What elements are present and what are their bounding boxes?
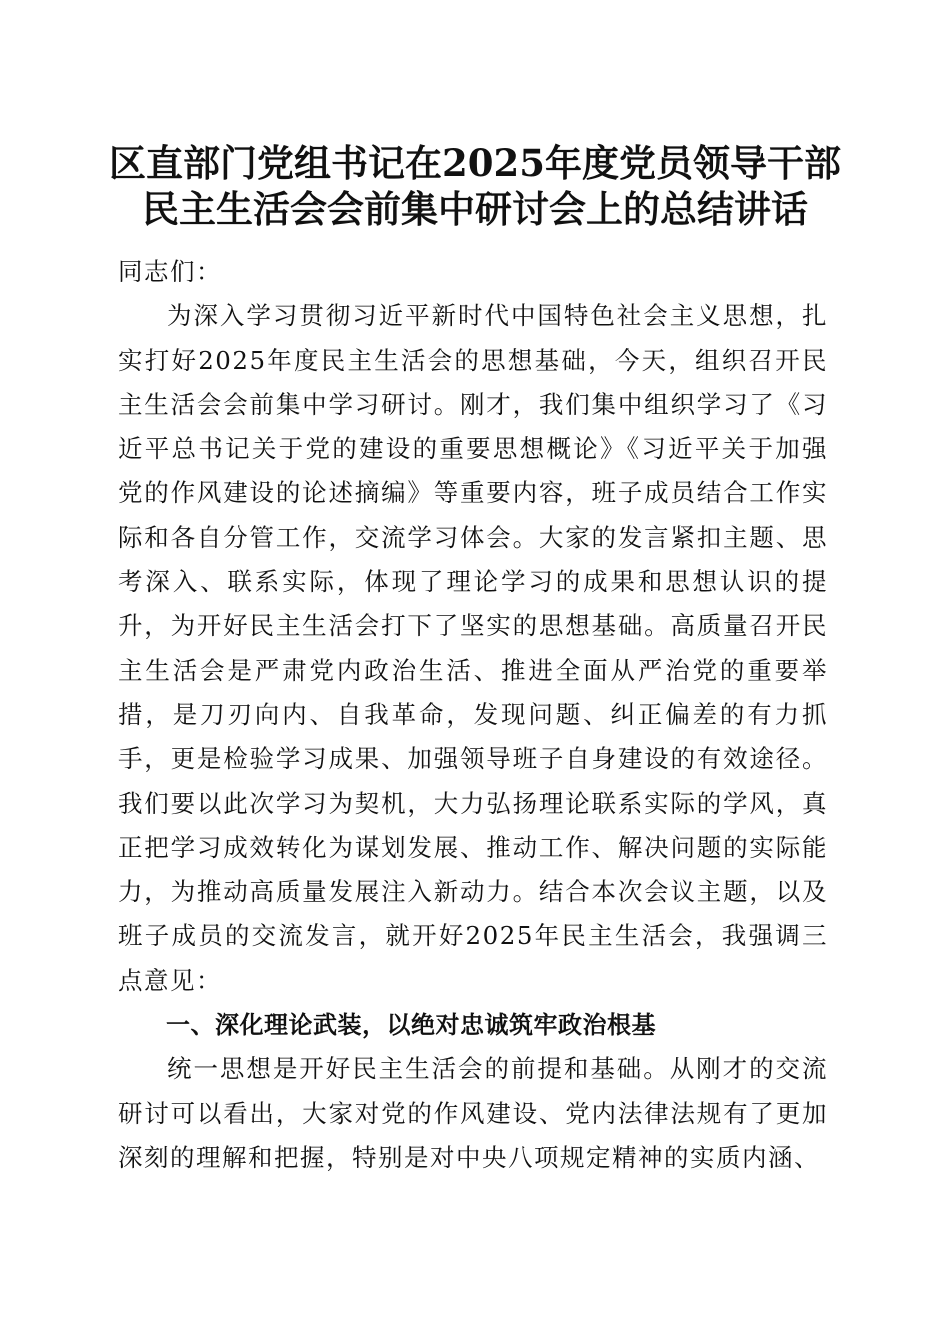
document-body <box>118 250 828 1180</box>
document-title-line-2: 民主生活会会前集中研讨会上的总结讲话 <box>142 187 808 231</box>
document-title-line-1: 区直部门党组书记在2025年度党员领导干部 <box>109 141 841 185</box>
paragraph-1: 为深入学习贯彻习近平新时代中国特色社会主义思想，扎实打好2025年度民主生活会的思想基础，今天，组织召开民主生活会会前集中学习研讨。刚才，我们集中组织学习了《习近平总书记关于党的建设的重要思想概论》《习近平关于加强党的作风建设的论述摘编》等重要内容，班子成员结合工作实际和各自分管工作，交流学习体会。大家的发言紧扣主题、思考深入、联系实际，体现了理论学习的成果和思想认识的提升，为开好民主生活会打下了坚实的思想基础。高质量召开民主生活会是严肃党内政治生活、推进全面从严治党的重要举措，是刀刃向内、自我革命，发现问题、纠正偏差的有力抓手，更是检验学习成果、加强领导班子自身建设的有效途径。我们要以此次学习为契机，大力弘扬理论联系实际的学风，真正把学习成效转化为谋划发展、推动工作、解决问题的实际能力，为推动高质量发展注入新动力。结合本次会议主题，以及班子成员的交流发言，就开好2025年民主生活会，我强调三点意见： <box>118 301 828 995</box>
salutation: 同志们： <box>118 257 222 286</box>
section-heading-1: 一、深化理论武装，以绝对忠诚筑牢政治根基 <box>166 1011 656 1040</box>
paragraph-2: 统一思想是开好民主生活会的前提和基础。从刚才的交流研讨可以看出，大家对党的作风建设、党内法律法规有了更加深刻的理解和把握，特别是对中央八项规定精神的实质内涵、 <box>118 1054 828 1172</box>
